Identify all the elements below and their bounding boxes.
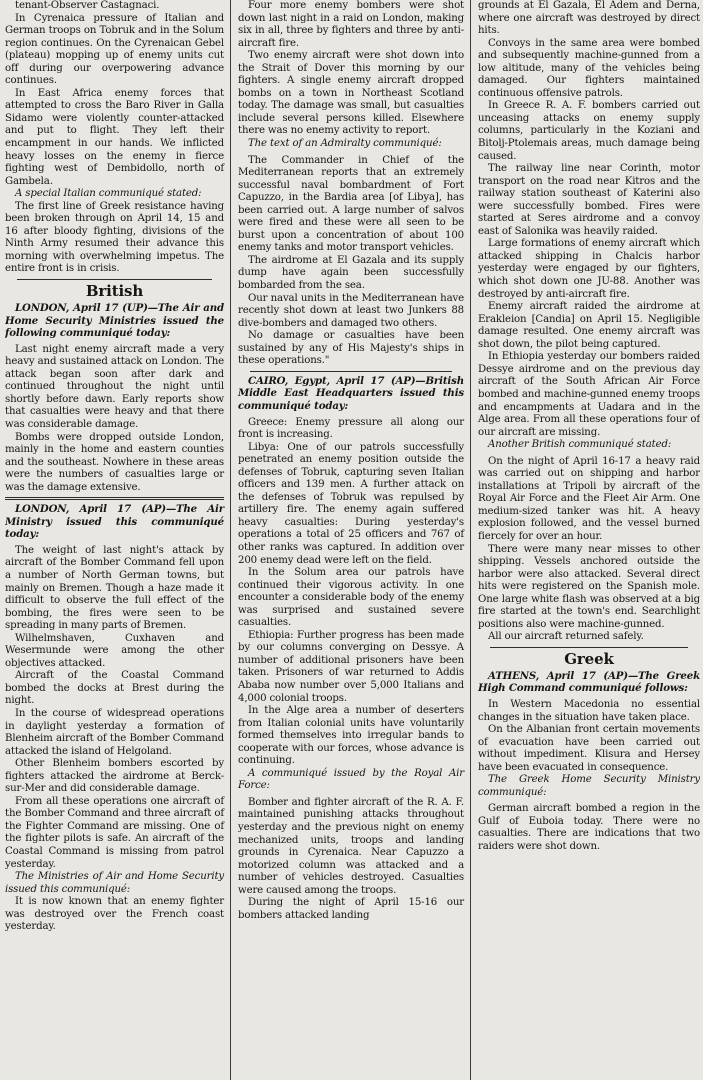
paragraph: In the Alge area a number of deserters from Italian colonial units have voluntarily formed themselves into irregular bands to cooperate with our forces, whose advance is continuing. xyxy=(238,705,464,767)
paragraph: On the night of April 16-17 a heavy raid was carried out on shipping and harbor installations at Tripoli by aircraft of the Royal Air Force and the Fleet Air Arm. One medium-sized tanker was hit. A heavy explosion followed, and the vessel burned fiercely for over an hour. xyxy=(478,455,700,542)
dateline: CAIRO, Egypt, April 17 (AP)—British Middle East Headquarters issued this communiqué today: xyxy=(238,374,464,412)
column-2 xyxy=(234,0,468,1080)
paragraph: In the course of widespread operations in daylight yesterday a formation of Blenheim aircraft of the Bomber Command attacked the island of Helgoland. xyxy=(5,707,224,757)
paragraph: grounds at El Gazala, El Adem and Derna, where one aircraft was destroyed by direct hits. xyxy=(478,0,700,37)
paragraph: Bomber and fighter aircraft of the R. A. F. maintained punishing attacks throughout yesterday and the previous night on enemy mechanized units, troops and landing grounds in Cyrenaica. Near Capuzzo a motorized column was attacked and a number of vehicles destroyed. Casualties were caused among the troops. xyxy=(238,796,464,896)
paragraph: The first line of Greek resistance having been broken through on April 14, 15 and 16 after bloody fighting, divisions of the Ninth Army resumed their advance this morning with overwhelming impetus. The entire front is in crisis. xyxy=(5,200,224,275)
paragraph: In Cyrenaica pressure of Italian and German troops on Tobruk and in the Solum region continues. On the Cyrenaican Gebel (plateau) mopping up of enemy units cut off during our overpowering advance continues. xyxy=(5,12,224,87)
paragraph: In Western Macedonia no essential changes in the situation have taken place. xyxy=(478,698,700,723)
communique-intro: A communiqué issued by the Royal Air Force: xyxy=(238,767,464,792)
paragraph: The airdrome at El Gazala and its supply dump have again been successfully bombarded from the sea. xyxy=(238,254,464,292)
paragraph: The weight of last night's attack by aircraft of the Bomber Command fell upon a number of North German towns, but mainly on Bremen. Though a haze made it difficult to observe the full effect of the bombing, the fires were seen to be spreading in many parts of Bremen. xyxy=(5,544,224,632)
paragraph: In Greece R. A. F. bombers carried out unceasing attacks on enemy supply columns, particularly in the Koziani and Bitolj-Ptolemais areas, much damage being caused. xyxy=(478,100,700,162)
paragraph: Aircraft of the Coastal Command bombed the docks at Brest during the night. xyxy=(5,670,224,707)
divider xyxy=(250,371,452,372)
paragraph: From all these operations one aircraft of the Bomber Command and three aircraft of the Fighter Command are missing. One of the fighter pilots is safe. An aircraft of the Coastal Command is missing from patrol yesterday. xyxy=(5,795,224,870)
divider xyxy=(490,647,688,648)
communique-intro: Another British communiqué stated: xyxy=(488,439,672,451)
paragraph: Greece: Enemy pressure all along our front is increasing. xyxy=(238,416,464,441)
paragraph: It is now known that an enemy fighter was destroyed over the French coast yesterday. xyxy=(5,896,224,933)
paragraph: Wilhelmshaven, Cuxhaven and Wesermunde were among the other objectives attacked. xyxy=(5,632,224,669)
column-rule xyxy=(230,0,231,1080)
paragraph: German aircraft bombed a region in the Gulf of Euboia today. There were no casualties. There are indications that two raiders were shot down. xyxy=(478,803,700,852)
dateline: LONDON, April 17 (UP)—The Air and Home Security Ministries issued the following communiqué today: xyxy=(5,302,224,340)
paragraph: Ethiopia: Further progress has been made by our columns converging on Dessye. A number of additional prisoners have been taken. Prisoners of war returned to Addis Ababa now number over 5,000 Italians and 4,000 colonial troops. xyxy=(238,629,464,704)
section-heading: Greek xyxy=(564,649,614,668)
section-heading: British xyxy=(85,282,144,301)
paragraph: tenant-Observer Castagnaci. xyxy=(15,0,160,11)
paragraph: The Commander in Chief of the Mediterranean reports that an extremely successful naval bombardment of Fort Capuzzo, in the Bardia area [of Libya], has been carried out. A large number of salvos were fired and these were all seen to be burst upon a concentration of about 100 enemy tanks and motor transport vehicles. xyxy=(238,154,464,254)
paragraph: Other Blenheim bombers escorted by fighters attacked the airdrome at Berck-sur-Mer and did considerable damage. xyxy=(5,758,224,795)
paragraph: Convoys in the same area were bombed and subsequently machine-gunned from a low altitude, many of the vehicles being damaged. Our fighters maintained continuous offensive patrols. xyxy=(478,37,700,99)
paragraph: During the night of April 15-16 our bombers attacked landing xyxy=(238,897,464,921)
paragraph: No damage or casualties have been sustained by any of His Majesty's ships in these operations." xyxy=(238,330,464,367)
divider xyxy=(5,497,224,500)
paragraph: Our naval units in the Mediterranean have recently shot down at least two Junkers 88 dive-bombers and damaged two others. xyxy=(238,292,464,329)
column-rule xyxy=(470,0,471,1080)
paragraph: In the Solum area our patrols have continued their vigorous activity. In one encounter a considerable body of the enemy was surprised and sustained severe casualties. xyxy=(238,567,464,629)
paragraph: The railway line near Corinth, motor transport on the road near Kitros and the railway station southeast of Katerini also were successfully bombed. Fires were started at Seres airdrome and a convoy east of Salonika was heavily raided. xyxy=(478,163,700,237)
communique-intro: A special Italian communiqué stated: xyxy=(15,188,202,200)
paragraph: There were many near misses to other shipping. Vessels anchored outside the harbor were also attacked. Several direct hits were registered on the Spanish mole. One large white flash was observed at a big fire started at the town's end. Searchlight positions also were machine-gunned. xyxy=(478,543,700,630)
paragraph: Large formations of enemy aircraft which attacked shipping in Chalcis harbor yesterday were engaged by our fighters, which shot down one JU-88. Another was destroyed by anti-aircraft fire. xyxy=(478,238,700,300)
column-3 xyxy=(474,0,700,1080)
divider xyxy=(17,279,212,280)
paragraph: Four more enemy bombers were shot down last night in a raid on London, making six in all, three by fighters and three by anti-aircraft fire. xyxy=(238,0,464,49)
paragraph: All our aircraft returned safely. xyxy=(488,631,644,643)
communique-intro: The text of an Admiralty communiqué: xyxy=(248,138,442,150)
paragraph: In East Africa enemy forces that attempted to cross the Baro River in Galla Sidamo were violently counter-attacked and put to flight. They left their encampment in our hands. We inflicted heavy losses on the enemy in fierce fighting west of Dembidollo, north of Gambela. xyxy=(5,87,224,187)
paragraph: On the Albanian front certain movements of evacuation have been carried out without impediment. Klisura and Hersey have been evacuated in consequence. xyxy=(478,724,700,773)
paragraph: Libya: One of our patrols successfully penetrated an enemy position outside the defenses of Tobruk, capturing seven Italian officers and 139 men. A further attack on the defenses of Tobruk was repulsed by artillery fire. The enemy again suffered heavy casualties: During yesterday's operations a total of 25 officers and 767 of other ranks was captured. In addition over 200 enemy dead were left on the field. xyxy=(238,441,464,566)
dateline: LONDON, April 17 (AP)—The Air Ministry issued this communiqué today: xyxy=(5,503,224,541)
column-1 xyxy=(5,0,228,1080)
paragraph: In Ethiopia yesterday our bombers raided Dessye airdrome and on the previous day aircraft of the South African Air Force bombed and machine-gunned enemy troops and encampments at Uadara and in the Alge area. From all these operations four of our aircraft are missing. xyxy=(478,351,700,438)
communique-intro: The Greek Home Security Ministry communiqué: xyxy=(478,774,700,798)
paragraph: Two enemy aircraft were shot down into the Strait of Dover this morning by our fighters. A single enemy aircraft dropped bombs on a town in Northeast Scotland today. The damage was small, but casualties include several persons killed. Elsewhere there was no enemy activity to report. xyxy=(238,50,464,137)
communique-intro: The Ministries of Air and Home Security issued this communiqué: xyxy=(5,871,224,895)
paragraph: Last night enemy aircraft made a very heavy and sustained attack on London. The attack began soon after dark and continued throughout the night until shortly before dawn. Early reports show that casualties were heavy and that there was considerable damage. xyxy=(5,343,224,430)
paragraph: Bombs were dropped outside London, mainly in the home and eastern counties and the southeast. Nowhere in these areas were the numbers of casualties large or was the damage extensive. xyxy=(5,431,224,493)
paragraph: Enemy aircraft raided the airdrome at Erakleion [Candia] on April 15. Negligible damage resulted. One enemy aircraft was shot down, the pilot being captured. xyxy=(478,301,700,350)
dateline: ATHENS, April 17 (AP)—The Greek High Command communiqué follows: xyxy=(478,669,700,695)
